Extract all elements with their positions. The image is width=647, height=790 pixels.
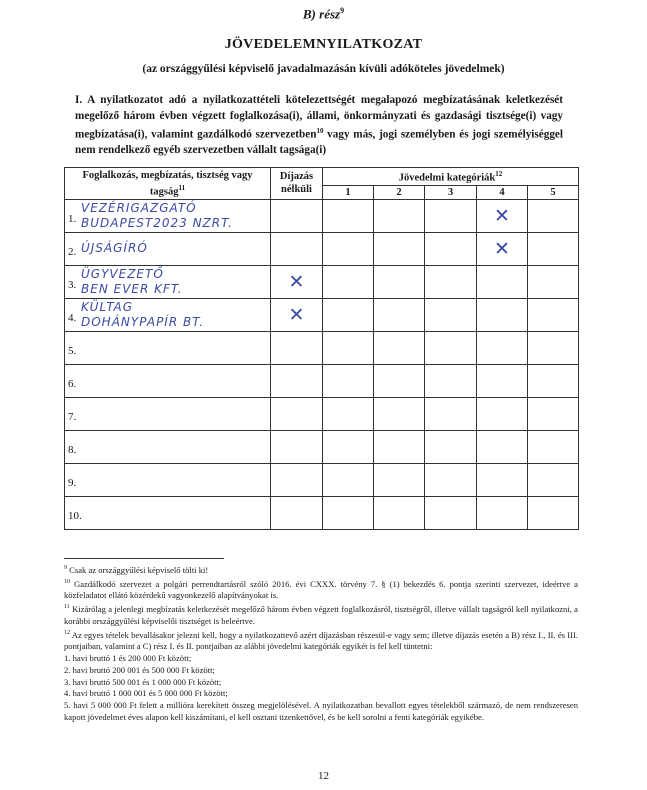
page-number: 12 [318,770,329,782]
footnote-divider [64,558,224,559]
category-cell[interactable] [323,430,374,463]
category-cell[interactable]: ✕ [477,199,528,232]
footnote-ref: 12 [64,629,70,636]
footnote-ref: 10 [64,578,70,585]
handwritten-entry: ÚJSÁGÍRÓ [81,240,148,255]
table-row [65,463,579,496]
category-cell[interactable] [528,298,579,331]
category-cell[interactable] [477,430,528,463]
table-row [65,265,579,298]
category-cell[interactable] [374,199,425,232]
table-row [65,430,579,463]
category-item-4: 4. havi bruttó 1 000 001 és 5 000 000 Ft között; [64,688,228,699]
category-cell[interactable] [477,298,528,331]
occupation-cell[interactable] [65,463,271,496]
row-number: 1. [68,212,77,225]
unpaid-cell[interactable] [271,331,323,364]
category-cell[interactable] [323,496,374,529]
row-number: 6. [68,377,77,390]
row-number: 3. [68,278,77,291]
footnote-ref: 9 [340,6,345,15]
footnote-text: Kizárólag a jelenlegi megbízatás keletkezését megelőző három évben végzett foglalkozásról, tisztségről, illetve vállalt tagságról kell nyilatkozni, a korábbi országgyűlési képviselői tisztséget is beleértve. [64,603,578,626]
occupation-cell[interactable] [65,364,271,397]
category-cell[interactable] [374,331,425,364]
category-cell[interactable] [528,232,579,265]
category-cell[interactable] [323,265,374,298]
unpaid-cell[interactable]: ✕ [271,265,323,298]
category-cell[interactable] [528,397,579,430]
category-cell[interactable] [425,331,477,364]
occupation-cell[interactable] [65,232,271,265]
category-cell[interactable] [374,364,425,397]
footnotes [64,563,578,724]
category-cell[interactable] [425,463,477,496]
footnote-text: Az egyes tételek bevallásakor jelezni kell, hogy a nyilatkozattevő azért díjazásban részesül-e vagy sem; illetve díjazás esetén a B) rész I., II. és III. pontjaiban, valamint a C) rész I. és II. pontjaiban az alábbi jövedelmi kategóriák egyikét is fel kell tüntetni: [64,629,578,652]
category-cell[interactable] [477,265,528,298]
category-cell[interactable] [425,199,477,232]
category-header-5: 5 [528,185,579,199]
category-header-3: 3 [425,185,477,199]
col-unpaid-header: Díjazás nélküli [271,168,323,200]
category-cell[interactable] [528,463,579,496]
handwritten-entry: ÜGYVEZETŐ [81,266,164,281]
occupation-cell[interactable] [65,331,271,364]
row-number: 10. [68,509,82,522]
occupation-cell[interactable] [65,199,271,232]
category-cell[interactable] [425,232,477,265]
footnote-ref: 11 [64,604,70,611]
intro-text: I. A nyilatkozatot adó a nyilatkozattételi kötelezettségét megalapozó megbízatásának keletkezését megelőző három évben végzett foglalkozása(i), állami, önkormányzati és gazdasági tisztsége(i) vagy megbízatása(i), valamint gazdálkodó szervezetben [75,94,563,141]
category-item-3: 3. havi bruttó 500 001 és 1 000 000 Ft között; [64,676,222,687]
category-cell[interactable] [323,463,374,496]
category-cell[interactable] [528,364,579,397]
category-cell[interactable] [528,331,579,364]
category-cell[interactable] [528,265,579,298]
category-cell[interactable] [528,199,579,232]
occupation-table [64,167,579,530]
row-number: 7. [68,410,77,423]
category-cell[interactable] [477,364,528,397]
document-title: JÖVEDELEMNYILATKOZAT [224,37,423,52]
category-item-1: 1. havi bruttó 1 és 200 000 Ft között; [64,653,192,664]
category-cell[interactable] [323,298,374,331]
category-cell[interactable] [374,298,425,331]
occupation-cell[interactable] [65,397,271,430]
table-row [65,364,579,397]
category-cell[interactable] [323,331,374,364]
footnote-ref: 9 [64,565,67,571]
category-cell[interactable] [323,364,374,397]
table-row [65,232,579,265]
row-number: 8. [68,443,77,456]
handwritten-entry: DOHÁNYPAPÍR BT. [81,314,204,329]
handwritten-entry: VEZÉRIGAZGATÓ [81,200,197,215]
category-cell[interactable] [374,265,425,298]
occupation-cell[interactable] [65,298,271,331]
category-cell[interactable] [425,298,477,331]
occupation-cell[interactable] [65,265,271,298]
footnote-10 [64,577,578,602]
unpaid-cell[interactable] [271,364,323,397]
row-number: 2. [68,245,77,258]
category-item-2: 2. havi bruttó 200 001 és 500 000 Ft között; [64,664,215,675]
category-cell[interactable] [374,397,425,430]
category-cell[interactable] [374,430,425,463]
table-row [65,298,579,331]
category-cell[interactable] [477,331,528,364]
income-categories-header [323,168,579,186]
col-occupation-header [65,168,271,200]
category-cell[interactable] [425,265,477,298]
category-cell[interactable] [425,397,477,430]
category-cell[interactable] [374,463,425,496]
category-cell[interactable] [323,232,374,265]
category-cell[interactable] [425,430,477,463]
row-number: 4. [68,311,77,324]
handwritten-entry: KÜLTAG [81,299,134,314]
occupation-cell[interactable] [65,430,271,463]
intro-text-cont: vagy más, jogi személyben és jogi személyiséggel nem rendelkező egyéb szervezetben vállalt tagsága(i) [75,128,563,157]
footnote-11 [64,602,578,627]
footnote-12 [64,628,578,653]
table-row [65,496,579,529]
category-cell[interactable] [374,232,425,265]
category-cell[interactable] [477,496,528,529]
category-cell[interactable]: ✕ [477,232,528,265]
occupation-cell[interactable] [65,496,271,529]
unpaid-cell[interactable]: ✕ [271,298,323,331]
unpaid-cell[interactable] [271,199,323,232]
handwritten-entry: BUDAPEST2023 NZRT. [81,215,233,230]
category-header-2: 2 [374,185,425,199]
table-row [65,397,579,430]
handwritten-entry: BEN EVER KFT. [81,281,183,296]
category-cell[interactable] [528,496,579,529]
unpaid-cell[interactable] [271,397,323,430]
category-cell[interactable] [425,364,477,397]
table-row [65,331,579,364]
category-cell[interactable] [374,496,425,529]
category-cell[interactable] [323,199,374,232]
row-number: 9. [68,476,77,489]
section-label: B) rész [302,6,341,22]
col-occupation-label: Foglalkozás, megbízatás, tisztség vagy tagság [82,169,253,197]
footnote-text: Gazdálkodó szervezet a polgári perrendtartásról szóló 2016. évi CXXX. törvény 7. § (1) bekezdés 6. pontja szerinti szervezet, ideértve a közfeladatot ellátó közérdekű vagyonkezelő alapítványokat is. [64,578,578,601]
section-title [0,6,647,22]
footnote-text: Csak az országgyűlési képviselő tölti ki! [67,564,209,575]
category-cell[interactable] [477,463,528,496]
footnote-9 [64,563,578,577]
category-header-1: 1 [323,185,374,199]
category-cell[interactable] [323,397,374,430]
document-subtitle: (az országgyűlési képviselő javadalmazásán kívüli adóköteles jövedelmek) [142,63,505,75]
category-header-4: 4 [477,185,528,199]
category-cell[interactable] [528,430,579,463]
table-row [65,199,579,232]
category-cell[interactable] [477,397,528,430]
category-item-5: 5. havi 5 000 000 Ft felett a millióra kerekített összeg megjelölésével. A nyilatkozatban bevallott egyes tételekből származó, de nem rendszeresen kapott jövedelmet éves alapon kell kiszámítani, el kell osztani tizenkettővel, és be kell sorolni a fenti kategóriák egyikébe. [64,700,578,722]
row-number: 5. [68,344,77,357]
unpaid-cell[interactable] [271,496,323,529]
category-cell[interactable] [425,496,477,529]
footnote-ref: 10 [316,127,324,135]
footnote-ref: 12 [495,170,503,178]
footnote-ref: 11 [178,183,186,192]
unpaid-cell[interactable] [271,463,323,496]
section-intro [75,93,563,159]
unpaid-cell[interactable] [271,232,323,265]
unpaid-cell[interactable] [271,430,323,463]
income-categories-label: Jövedelmi kategóriák [398,172,496,184]
